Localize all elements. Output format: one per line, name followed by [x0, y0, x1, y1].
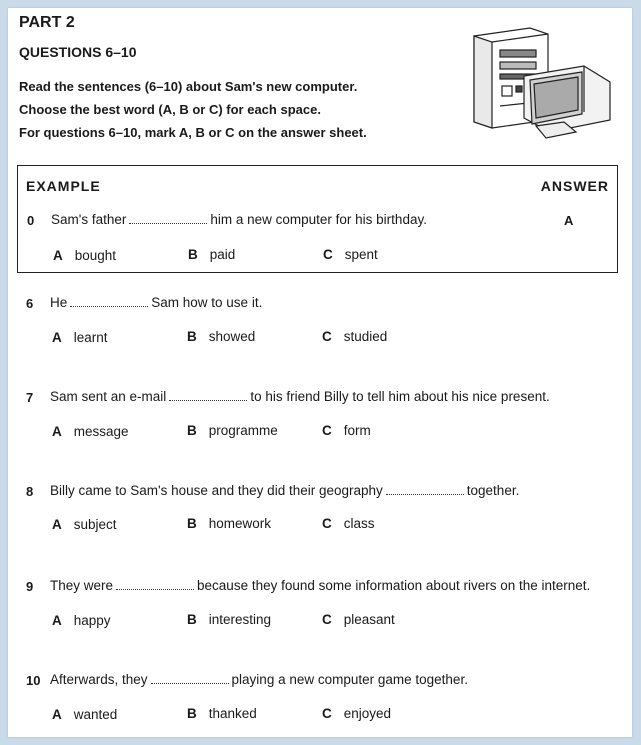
worksheet-page [8, 8, 632, 737]
option-b[interactable] [187, 329, 255, 344]
option-letter: A [52, 613, 62, 628]
option-letter: C [322, 516, 332, 531]
option-word: spent [344, 247, 378, 262]
question-number: 9 [26, 579, 34, 594]
instruction-line: For questions 6–10, mark A, B or C on the answer sheet. [19, 125, 367, 140]
option-a[interactable] [52, 613, 111, 628]
option-c [323, 247, 378, 262]
option-word: paid [209, 247, 236, 262]
option-letter: B [187, 329, 197, 344]
question-sentence [50, 672, 468, 687]
option-letter: A [52, 330, 62, 345]
computer-illustration [466, 22, 616, 140]
sentence-end: Sam how to use it. [151, 295, 263, 310]
option-letter: A [53, 248, 63, 263]
option-word: enjoyed [343, 706, 392, 721]
option-a [53, 248, 116, 263]
sentence-start: They were [50, 578, 114, 593]
question-sentence [50, 295, 262, 310]
question-number: 6 [26, 296, 34, 311]
option-letter: B [187, 423, 197, 438]
question-sentence [50, 483, 519, 498]
answer-blank [70, 297, 148, 307]
option-word: studied [343, 329, 388, 344]
part-title: PART 2 [19, 14, 75, 31]
option-letter: B [188, 247, 198, 262]
option-a[interactable] [52, 707, 117, 722]
option-a[interactable] [52, 330, 108, 345]
sentence-end: playing a new computer game together. [231, 672, 468, 687]
option-letter: A [52, 424, 62, 439]
answer-blank [151, 674, 229, 684]
option-c[interactable] [322, 423, 371, 438]
option-word: class [343, 516, 375, 531]
option-word: interesting [208, 612, 272, 627]
option-letter: C [322, 706, 332, 721]
sentence-start: He [50, 295, 68, 310]
option-word: learnt [73, 330, 108, 345]
sentence-end: him a new computer for his birthday. [210, 212, 427, 227]
option-word: wanted [73, 707, 118, 722]
example-label: EXAMPLE [26, 178, 101, 194]
sentence-end: to his friend Billy to tell him about his nice present. [250, 389, 550, 404]
option-letter: C [322, 612, 332, 627]
sentence-end: together. [466, 483, 520, 498]
answer-label: ANSWER [540, 178, 609, 194]
option-c[interactable] [322, 612, 395, 627]
sentence-start: Billy came to Sam's house and they did their geography [50, 483, 383, 498]
option-a[interactable] [52, 424, 129, 439]
example-sentence [51, 212, 427, 227]
question-sentence [50, 389, 550, 404]
monitor-icon [524, 66, 610, 138]
answer-blank [386, 485, 464, 495]
question-number: 10 [26, 673, 41, 688]
option-word: bought [74, 248, 117, 263]
instruction-line: Read the sentences (6–10) about Sam's new computer. [19, 79, 358, 94]
question-number: 8 [26, 484, 34, 499]
option-letter: C [322, 423, 332, 438]
option-b [188, 247, 235, 262]
option-letter: C [323, 247, 333, 262]
option-word: subject [73, 517, 117, 532]
answer-blank [169, 391, 247, 401]
option-b[interactable] [187, 612, 271, 627]
sentence-end: because they found some information about rivers on the internet. [197, 578, 591, 593]
option-letter: A [52, 517, 62, 532]
answer-blank [129, 214, 207, 224]
example-answer: A [564, 213, 574, 228]
sentence-start: Sam's father [51, 212, 127, 227]
option-word: thanked [208, 706, 257, 721]
option-word: form [343, 423, 371, 438]
example-number: 0 [27, 213, 35, 228]
option-letter: B [187, 612, 197, 627]
option-word: happy [73, 613, 111, 628]
sentence-start: Sam sent an e-mail [50, 389, 167, 404]
option-word: message [73, 424, 129, 439]
option-word: programme [208, 423, 278, 438]
option-letter: A [52, 707, 62, 722]
question-sentence [50, 578, 590, 593]
option-letter: B [187, 516, 197, 531]
option-b[interactable] [187, 706, 257, 721]
option-letter: B [187, 706, 197, 721]
option-b[interactable] [187, 423, 278, 438]
option-c[interactable] [322, 329, 387, 344]
question-number: 7 [26, 390, 34, 405]
option-c[interactable] [322, 516, 375, 531]
option-word: pleasant [343, 612, 395, 627]
option-word: showed [208, 329, 256, 344]
sentence-start: Afterwards, they [50, 672, 148, 687]
instruction-line: Choose the best word (A, B or C) for each space. [19, 102, 321, 117]
option-b[interactable] [187, 516, 271, 531]
questions-range: QUESTIONS 6–10 [19, 44, 137, 60]
example-box [17, 165, 618, 273]
option-c[interactable] [322, 706, 391, 721]
option-a[interactable] [52, 517, 117, 532]
answer-blank [116, 580, 194, 590]
option-letter: C [322, 329, 332, 344]
option-word: homework [208, 516, 272, 531]
